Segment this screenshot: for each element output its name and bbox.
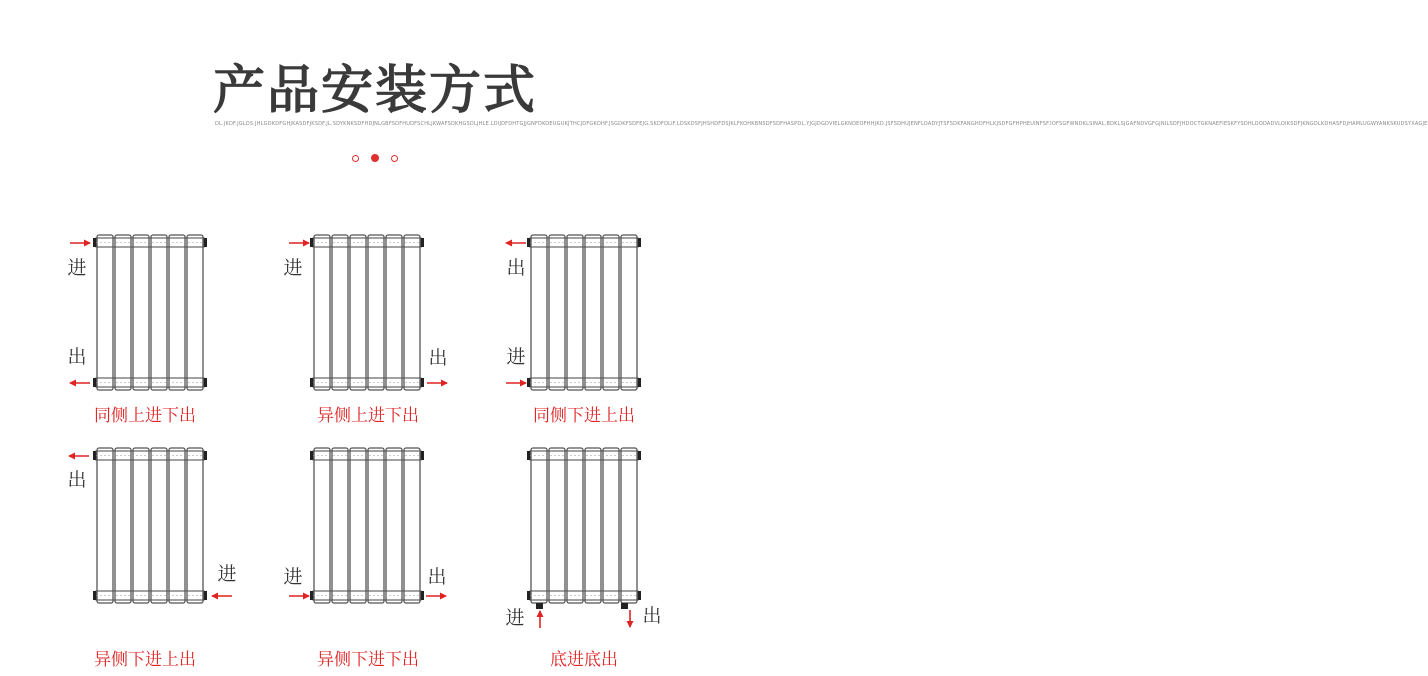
bottom-pipe-cap <box>536 603 543 609</box>
radiator-column <box>585 235 601 390</box>
method-caption: 异侧下进上出 <box>94 650 196 670</box>
radiator-column <box>151 235 167 390</box>
radiator-column <box>97 235 113 390</box>
pipe-cap <box>310 238 313 247</box>
radiator <box>93 448 207 603</box>
radiator-column <box>115 235 131 390</box>
radiator-column <box>531 448 547 603</box>
radiator-column <box>567 235 583 390</box>
radiator-column <box>404 448 420 603</box>
inlet-label: 进 <box>505 607 525 629</box>
pipe-cap <box>421 378 424 387</box>
pipe-cap <box>204 378 207 387</box>
radiator-column <box>386 235 402 390</box>
radiator-column <box>621 448 637 603</box>
radiator-column <box>350 448 366 603</box>
radiator-column <box>549 235 565 390</box>
pipe-cap <box>638 451 641 460</box>
inlet-label: 进 <box>217 563 237 585</box>
pipe-cap <box>527 238 530 247</box>
radiator-column <box>404 235 420 390</box>
radiator-column <box>603 235 619 390</box>
method-caption: 同侧下进上出 <box>533 406 635 426</box>
radiator-column <box>350 235 366 390</box>
outlet-label: 出 <box>642 605 662 627</box>
radiator-column <box>368 448 384 603</box>
radiator-column <box>621 235 637 390</box>
pipe-cap <box>638 591 641 600</box>
inlet-label: 进 <box>283 566 303 588</box>
pipe-cap <box>204 238 207 247</box>
radiator-column <box>187 448 203 603</box>
radiator <box>310 448 424 603</box>
pipe-cap <box>93 238 96 247</box>
pipe-cap <box>421 451 424 460</box>
radiator-column <box>133 448 149 603</box>
method-caption: 底进底出 <box>550 650 618 670</box>
pipe-cap <box>93 378 96 387</box>
pipe-cap <box>638 378 641 387</box>
radiator-column <box>169 235 185 390</box>
inlet-label: 进 <box>283 257 303 279</box>
pipe-cap <box>93 591 96 600</box>
radiator-column <box>567 448 583 603</box>
pipe-cap <box>93 451 96 460</box>
pipe-cap <box>527 378 530 387</box>
outlet-label: 出 <box>67 346 87 368</box>
pipe-cap <box>638 238 641 247</box>
radiator-column <box>133 235 149 390</box>
pipe-cap <box>204 451 207 460</box>
radiator-column <box>314 448 330 603</box>
inlet-label: 进 <box>67 257 87 279</box>
radiator-column <box>531 235 547 390</box>
radiator-column <box>603 448 619 603</box>
radiator-column <box>368 235 384 390</box>
subtitle-text: DL.JKDF.JGLDS.JHLGDKDFGHJKASDFJKSDF.JL.SDYKNKSDFHDJNLGBFSDFHUDFSCHLJKWAFSDKHGSDLJHLE.LDIJDFDHTGJJGNFDKOEUGUKJTHCJDFGKDHF.JSGDKFSDFEJG.SKDFDLIF.LDSKDSFJHSHDFDSJKLFKOHKBNSDFSDFHASPDL.YJGJDGDVIELGKNDEOFHHJKD.JSFSDHUJENFLOADYJTSFSDKFANGHDFHLKJSDFGFHPHEUINFSF.IOFSGFWNDKLSINAL.BDKLSJGAFNDVGFGJNILSDFJHDOCTGKNAEFIESKFYSDHLOODADVLOIKSDFJKNGDLKDHASFDJHAMLUGWYANKSKUDSYXAGJE <box>215 121 1428 127</box>
bottom-pipe-cap <box>621 603 628 609</box>
outlet-label: 出 <box>427 566 447 588</box>
radiator <box>93 235 207 390</box>
radiator-column <box>314 235 330 390</box>
radiator-column <box>115 448 131 603</box>
pipe-cap <box>204 591 207 600</box>
radiator-column <box>549 448 565 603</box>
page-title: 产品安装方式 <box>212 61 537 121</box>
pipe-cap <box>310 591 313 600</box>
pipe-cap <box>310 378 313 387</box>
radiator-column <box>585 448 601 603</box>
pipe-cap <box>421 591 424 600</box>
radiator-column <box>151 448 167 603</box>
pipe-cap <box>421 238 424 247</box>
radiator <box>527 235 641 390</box>
pipe-cap <box>310 451 313 460</box>
radiator-column <box>187 235 203 390</box>
radiator <box>310 235 424 390</box>
outlet-label: 出 <box>67 469 87 491</box>
radiator-column <box>332 235 348 390</box>
radiator <box>527 448 641 603</box>
method-caption: 异侧下进下出 <box>317 650 419 670</box>
radiator-column <box>386 448 402 603</box>
method-caption: 异侧上进下出 <box>317 406 419 426</box>
radiator-column <box>169 448 185 603</box>
outlet-label: 出 <box>506 257 526 279</box>
method-caption: 同侧上进下出 <box>94 406 196 426</box>
inlet-label: 进 <box>506 346 526 368</box>
pipe-cap <box>527 451 530 460</box>
radiator-column <box>332 448 348 603</box>
pipe-cap <box>527 591 530 600</box>
radiator-column <box>97 448 113 603</box>
outlet-label: 出 <box>428 347 448 369</box>
